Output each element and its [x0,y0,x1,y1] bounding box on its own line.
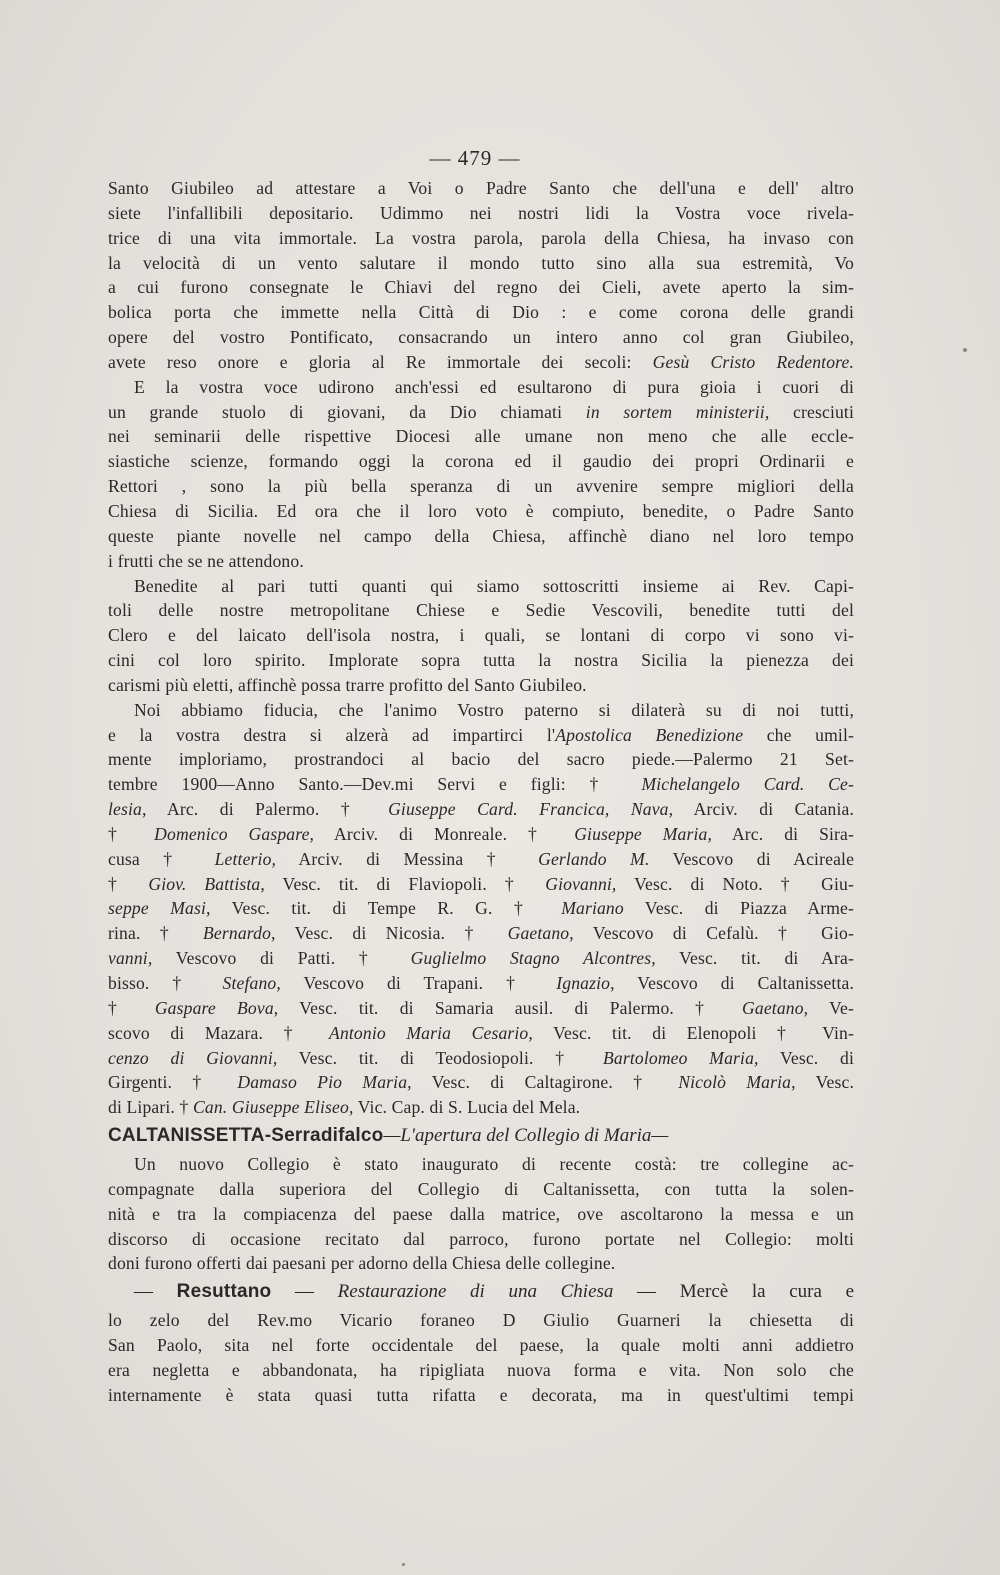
italic-span: Giovanni, [545,873,617,894]
text-span: — [271,1281,338,1303]
section-heading [108,1276,854,1308]
italic-span: Can. Giuseppe Eliseo, [193,1097,354,1118]
text-line: nità e tra la compiacenza del paese dalla matrice, ove ascoltarono la messa e un [108,1203,854,1224]
text-span: cusa † [108,848,215,869]
text-span: Vesc. di Caltagirone. † [411,1072,679,1093]
italic-span: Giuseppe Maria, [574,823,713,844]
text-line: la velocità di un vento salutare il mondo tutto sino alla sua estremità, Vo [108,252,854,273]
text-line: toli delle nostre metropolitane Chiese e Sedie Vescovili, benedite tutti del [108,600,854,621]
signature-line [108,921,854,946]
text-line: compagnate dalla superiora del Collegio di Caltanissetta, con tutta la solen- [108,1178,854,1199]
text-line: trice di una vita immortale. La vostra parola, parola della Chiesa, ha invaso con [108,227,854,248]
italic-span: vanni, [108,948,153,969]
italic-span: Gaspare Bova, [154,997,279,1018]
text-span: Vesc. tit. di Elenopoli † Vin- [532,1022,855,1043]
text-line: opere del vostro Pontificato, consacrando un intero anno col gran Giubileo, [108,327,854,348]
section-title: Restaurazione di una Chiesa [337,1281,614,1303]
italic-span: Damaso Pio Maria, [237,1072,412,1093]
text-span: Vesc. di Nicosia. † [275,923,508,944]
text-line: internamente è stata quasi tutta rifatta e decorata, ma in quest'ultimi tempi [108,1384,854,1405]
text-span: — [134,1281,177,1303]
text-span: Vesc. tit. di Samaria ausil. di Palermo. † [278,997,743,1018]
text-span: — Mercè la cura e [613,1281,855,1303]
signature-line [108,1095,854,1120]
italic-span: Giuseppe Card. Francica, Nava, [388,799,674,820]
italic-span: Guglielmo Stagno Alcontres, [410,948,656,969]
italic-span: seppe Masi, [108,898,211,919]
section-heading [108,1120,854,1152]
text-line: era negletta e abbandonata, ha ripigliata nuova forma e vita. Non solo che [108,1359,854,1380]
text-span: Arc. di Sira- [712,823,855,844]
text-line [108,400,854,425]
text-line: Chiesa di Sicilia. Ed ora che il loro voto è compiuto, benedite, o Padre Santo [108,500,854,521]
italic-span: Gaetano, [742,997,809,1018]
signature-line [108,971,854,996]
text-line: cini col loro spirito. Implorate sopra tutta la nostra Sicilia la pienezza dei [108,650,854,671]
italic-span: Stefano, [222,973,281,993]
text-span: Vesc. di [758,1047,854,1068]
italic-span: Gaetano, [507,923,574,944]
text-span: di Lipari. † [108,1097,194,1118]
text-span: Vesc. [795,1072,854,1093]
text-line [108,723,854,748]
text-span: Arciv. di Messina † [276,848,539,869]
text-line: lo zelo del Rev.mo Vicario foraneo D Giulio Guarneri la chiesetta di [108,1310,854,1331]
text-span: , Vescovo di Caltanissetta. [610,973,854,993]
text-span: che umil- [743,724,855,745]
text-span: un grande stuolo di giovani, da Dio chiamati [108,401,586,422]
italic-span: Antonio Maria Cesario, [329,1022,533,1043]
text-line: siastiche scienze, formando oggi la corona ed il gaudio dei propri Ordinarii e [108,451,854,472]
text-span: Vesc. di Piazza Arme- [623,898,855,919]
text-span: Vescovo di Cefalù. † Gio- [573,923,854,944]
text-span: avete reso onore e gloria al Re immortale dei secoli: [108,351,653,372]
text-span: Arc. di Palermo. † [146,799,389,820]
text-span: Vesc. tit. di Ara- [655,948,854,969]
text-line: carismi più eletti, affinchè possa trarre profitto del Santo Giubileo. [108,674,587,695]
text-line: a cui furono consegnate le Chiavi del regno dei Cieli, avete aperto la sim- [108,277,854,298]
text-line: i frutti che se ne attendono. [108,550,304,571]
text-span: tembre 1900—Anno Santo.—Dev.mi Servi e figli: † [108,774,642,795]
italic-span: Bartolomeo Maria, [603,1047,759,1068]
text-span: Vesc. tit. di Flaviopoli. † [264,873,546,894]
text-span: rina. † [108,923,204,944]
text-line: E la vostra voce udirono anch'essi ed esultarono di pura gioia i cuori di [134,376,854,397]
italic-span: Michelangelo Card. Ce- [641,774,854,795]
text-span: cresciuti [769,401,854,422]
text-span: Vescovo di Trapani. † [280,973,557,993]
text-line: siete l'infallibili depositario. Udimmo nei nostri lidi la Vostra voce rivela- [108,202,854,223]
italic-span: Ignazio [556,973,611,993]
italic-span: cenzo di Giovanni, [108,1047,278,1068]
signature-line [108,1070,854,1095]
section-heading-place: CALTANISSETTA [108,1125,265,1147]
text-span: Vesc. tit. di Tempe R. G. † [210,898,562,919]
paper-speck [963,348,967,352]
signature-line [108,847,854,872]
text-span: Vescovo di Patti. † [152,948,411,969]
italic-span: lesia, [108,799,147,820]
text-line: mente imploriamo, prostrandoci al bacio del sacro piede.—Palermo 21 Set- [108,749,854,770]
text-span: bisso. † [108,973,223,993]
signature-line [108,896,854,921]
signature-line [108,1046,854,1071]
text-line: bolica porta che immette nella Città di Dio : e come corona delle grandi [108,302,854,323]
italic-span: Mariano [561,898,624,919]
italic-span: Nicolò Maria, [678,1072,796,1093]
text-span: Vesc. tit. di Teodosiopoli. † [277,1047,604,1068]
paper-speck [402,1563,405,1566]
page-number: — 479 — [429,146,521,170]
text-line: doni furono offerti dai paesani per adorno della Chiesa delle collegine. [108,1253,616,1274]
section-title: —L'apertura del Collegio di Maria— [383,1125,669,1147]
italic-span: Gesù Cristo Redentore. [652,351,854,372]
text-line: Santo Giubileo ad attestare a Voi o Padre Santo che dell'una e dell' altro [108,178,854,198]
text-line [108,772,854,797]
italic-span: Gerlando M. [538,848,650,869]
signature-line [108,996,854,1021]
text-line: Rettori , sono la più bella speranza di un avvenire sempre migliori della [108,476,854,497]
italic-span: Letterio, [214,848,277,869]
italic-span: Bernardo, [203,923,276,944]
text-span: Arciv. di Catania. [673,799,854,820]
signature-line [108,797,854,822]
section-heading-place: Resuttano [176,1281,272,1303]
text-span: † [108,873,149,894]
text-line: queste piante novelle nel campo della Chiesa, affinchè diano nel loro tempo [108,525,854,546]
text-line: nei seminarii delle rispettive Diocesi alle umane non meno che alle eccle- [108,426,854,447]
signature-line [108,872,854,897]
signature-line [108,1021,854,1046]
text-line: Benedite al pari tutti quanti qui siamo sottoscritti insieme ai Rev. Capi- [134,575,854,596]
text-span: Vesc. di Noto. † Giu- [616,873,854,894]
italic-span: Domenico Gaspare, [154,823,315,844]
text-span: Ve- [808,997,854,1018]
text-span: † [108,997,155,1018]
text-span: † [108,823,155,844]
text-span: e la vostra destra si alzerà ad impartirci l' [108,724,556,745]
signature-line [108,822,854,847]
italic-span: Apostolica Benedizione [555,724,744,745]
text-line: San Paolo, sita nel forte occidentale del paese, la quale molti anni addietro [108,1335,854,1356]
text-line: Un nuovo Collegio è stato inaugurato di recente costà: tre collegine ac- [134,1154,854,1175]
page-body [108,176,854,1408]
signature-line [108,946,854,971]
text-line: discorso di occasione recitato dal parroco, furono portate nel Collegio: molti [108,1228,854,1249]
italic-span: Giov. Battista, [148,873,265,894]
text-span: Girgenti. † [108,1072,238,1093]
text-span: Arciv. di Monreale. † [314,823,575,844]
text-span: scovo di Mazara. † [108,1022,330,1043]
section-heading-subplace: -Serradifalco [264,1125,384,1147]
text-span: Vic. Cap. di S. Lucia del Mela. [353,1097,581,1118]
text-span: Vescovo di Acireale [649,848,855,869]
text-line [108,350,854,375]
text-line: Noi abbiamo fiducia, che l'animo Vostro paterno si dilaterà su di noi tutti, [134,699,854,720]
italic-span: in sortem ministerii, [585,401,770,422]
text-line: Clero e del laicato dell'isola nostra, i quali, se lontani di corpo vi sono vi- [108,625,854,646]
